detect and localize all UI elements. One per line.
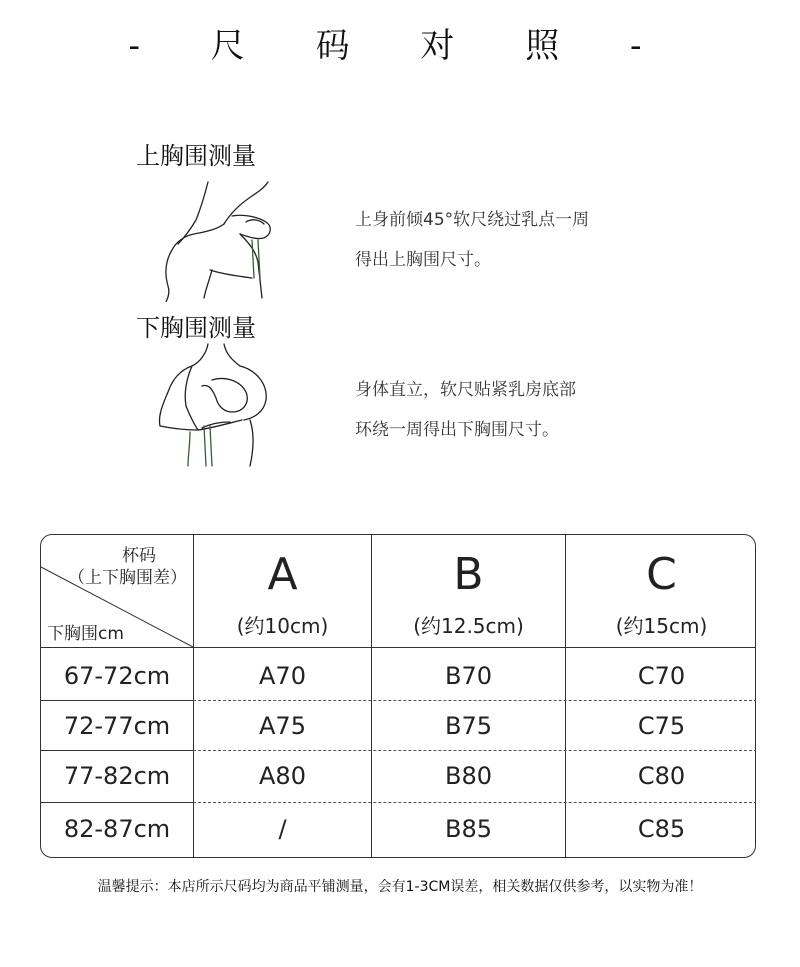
corner-cup-text: 杯码 [122,546,156,566]
cup-diff: (约10cm) [236,614,329,638]
row-label: 67-72cm [63,662,171,690]
cup-diff: (约12.5cm) [413,614,524,638]
upper-bust-description [355,200,589,280]
row-label: 72-77cm [63,712,171,740]
corner-underbust-label: 下胸围cm [47,624,124,644]
size-cell: B80 [444,762,492,790]
size-cell: A80 [259,762,306,790]
page-title: - 尺 码 对 照 - [128,26,672,66]
corner-diff-text: （上下胸围差） [68,568,187,588]
lower-bust-illustration [150,340,275,470]
column-header-c [566,549,756,639]
row-label-divider [41,802,193,803]
row-label-divider [41,700,193,701]
column-header-a [194,549,371,639]
size-table [40,534,756,858]
size-cell: C80 [637,762,686,790]
row-label: 82-87cm [63,815,171,843]
size-cell: B75 [444,712,492,740]
cup-letter: A [267,549,298,600]
row-dashed-divider [193,802,756,803]
upper-desc-line2: 得出上胸围尺寸。 [355,250,491,270]
size-cell: C85 [637,815,686,843]
size-cell: C70 [637,662,686,690]
upper-bust-heading: 上胸围测量 [136,142,256,170]
size-cell: / [278,815,287,843]
column-header-b [372,549,565,639]
row-dashed-divider [193,750,756,751]
size-cell: C75 [637,712,686,740]
cup-letter: B [453,549,484,600]
lower-desc-line2: 环绕一周得出下胸围尺寸。 [355,420,559,440]
row-label-divider [41,750,193,751]
lower-desc-line1: 身体直立，软尺贴紧乳房底部 [355,380,576,400]
lower-bust-description [355,370,576,450]
cup-letter: C [646,549,677,600]
upper-bust-illustration [160,178,285,302]
row-dashed-divider [193,700,756,701]
size-cell: B85 [444,815,492,843]
upper-desc-line1: 上身前倾45°软尺绕过乳点一周 [355,210,590,230]
lower-bust-heading: 下胸围测量 [136,314,256,342]
row-label: 77-82cm [63,762,171,790]
corner-cup-label [68,545,187,589]
size-cell: A75 [259,712,306,740]
reminder-note: 温馨提示：本店所示尺码均为商品平铺测量，会有1-3CM误差，相关数据仅供参考，以实物为准！ [97,879,703,895]
cup-diff: (约15cm) [615,614,708,638]
size-cell: A70 [259,662,306,690]
size-cell: B70 [444,662,492,690]
